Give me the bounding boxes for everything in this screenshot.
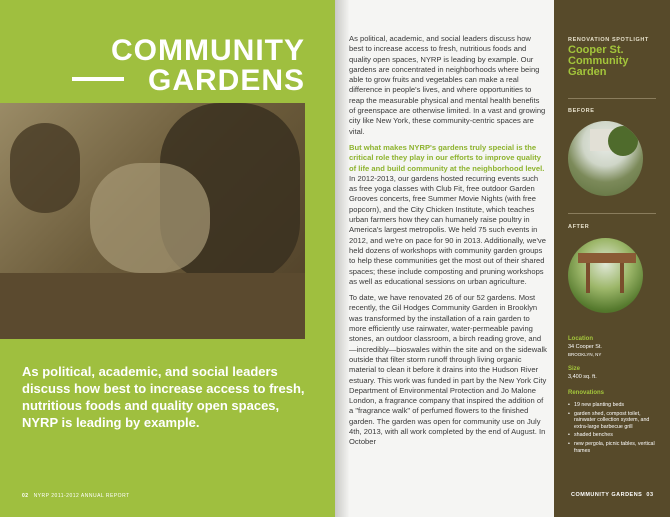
tree-shape (608, 126, 638, 156)
page-title (111, 36, 305, 96)
body-paragraph-2 (349, 143, 547, 287)
page-number-right: 03 (646, 492, 654, 498)
title-line-1: COMMUNITY (111, 34, 305, 67)
sidebar-label: RENOVATION SPOTLIGHT (568, 37, 649, 43)
photo-soil (0, 273, 305, 339)
photo-shape (90, 163, 210, 273)
location-heading: Location (568, 336, 593, 342)
size-value: 3,400 sq. ft. (568, 374, 597, 380)
page-number-left: 02 (22, 493, 29, 499)
list-item: • garden shed, compost toilet, rainwater collection system, and extra-large barbecue grill (568, 411, 662, 431)
before-label: BEFORE (568, 108, 595, 114)
body-paragraph-3: To date, we have renovated 26 of our 52 gardens. Most recently, the Gil Hodges Community Garden in Brooklyn was transformed by the installation of a rain garden to more efficiently use rainwater, water-permeable paving stones, an outdoor classroom, a birch reading grove, and—incredibly—bioswales within the site and on the sidewalk outside that filter storm runoff through living organic material to clean it before it drains into the Hudson River estuary. This work was funded in part by the New York City Department of Environmental Protection and Jo Malone London, a fragrance company that inspired the addition of a "fragrance walk" of perfumed flowers to the finished garden. The garden was open for community use on July 4th, 2013, with all work completed by the end of August. In October (349, 293, 547, 447)
renovations-heading: Renovations (568, 390, 605, 396)
title-line-2: GARDENS (147, 64, 305, 97)
after-photo (568, 238, 643, 313)
before-photo (568, 121, 643, 196)
body-column (349, 34, 547, 454)
sidebar-divider (568, 213, 656, 214)
pull-quote: As political, academic, and social leaders discuss how best to increase access to fresh, nutritious foods and quality open spaces, NYRP is leading by example. (22, 364, 305, 430)
location-city: BROOKLYN, NY (568, 352, 602, 357)
footer-left (22, 493, 130, 499)
footer-left-text: NYRP 2011-2012 ANNUAL REPORT (33, 493, 130, 499)
list-item: • shaded benches (568, 432, 662, 439)
size-heading: Size (568, 366, 581, 372)
title-rule (72, 77, 124, 81)
renovation-sidebar (554, 0, 670, 517)
sidebar-title: Cooper St. Community Garden (568, 44, 629, 78)
list-item: • new pergola, picnic tables, vertical frames (568, 441, 662, 454)
highlight-text: But what makes NYRP's gardens truly special is the critical role they play in our efforts to improve quality of life and build community at the neighborhood level. (349, 142, 545, 173)
sidebar-divider (568, 98, 656, 99)
footer-right (571, 492, 654, 498)
location-value: 34 Cooper St. (568, 344, 602, 350)
list-item: • 19 new planting beds (568, 402, 662, 409)
pergola-shape (578, 253, 636, 263)
photo-shape (10, 123, 80, 213)
footer-right-text: COMMUNITY GARDENS (571, 492, 643, 498)
gardening-photo (0, 103, 305, 339)
renovations-list (568, 402, 662, 456)
body-paragraph-1: As political, academic, and social leaders discuss how best to increase access to fresh, nutritious foods and quality open spaces, NYRP is leading by example. Our gardens are concentrated in neighborhoods where being able to grow fruits and vegetables can make a real difference in people's lives, and where opportunities to reap the measurable physical and mental health benefits of greenspace are otherwise limited. In a vast and growing city like New York, these community-centric spaces are vital. (349, 34, 546, 136)
pergola-post (620, 263, 624, 293)
pergola-post (586, 263, 590, 293)
page-fold (335, 0, 349, 517)
body-paragraph-2-rest: In 2012-2013, our gardens hosted recurring events such as free yoga classes with Club Fit, free outdoor Garden Grooves concerts, free Summer Movie Nights (with free popcorn), and the City Chicken Institute, which teaches urban farmers how they can humanely raise poultry in America's largest metropolis. We held 75 such events in 2012, and we're on pace for 90 in 2013. Additionally, we've held dozens of workshops with community garden groups to help these communities get the most out of their shared spaces; these include composting and pruning workshops as well as educational sessions on urban agriculture. (349, 173, 546, 286)
after-label: AFTER (568, 224, 590, 230)
